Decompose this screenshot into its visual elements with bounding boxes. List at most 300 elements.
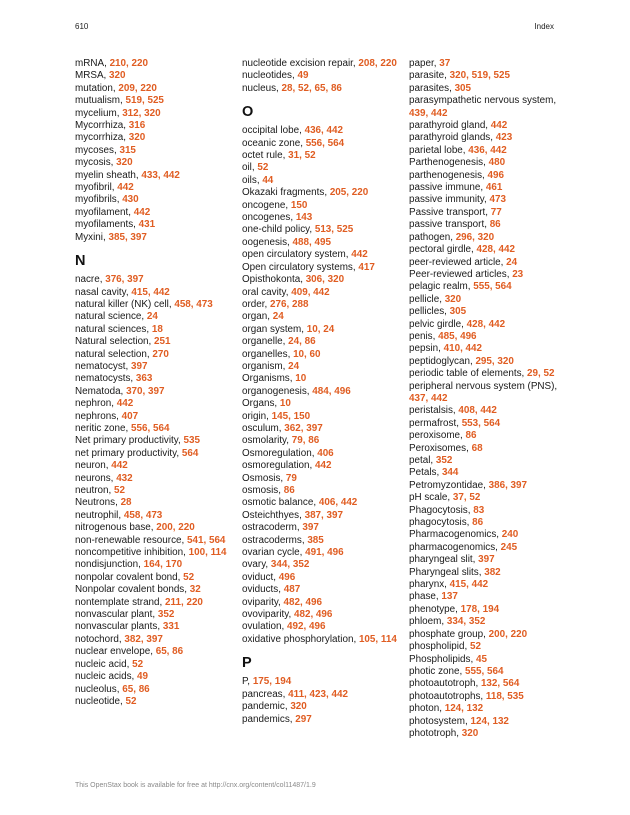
index-entry [409,405,574,417]
page-reference-link[interactable]: 150 [290,199,308,211]
page-reference-link[interactable]: 433, 442 [141,169,180,181]
index-term: nephron, [75,398,117,410]
page-reference-link[interactable]: 24 [272,311,284,323]
index-entry [409,70,574,82]
index-term: Petromyzontidae, [409,479,489,491]
index-entry [75,311,240,323]
page-reference-link[interactable]: 473 [489,194,506,206]
index-term: passive transport, [409,219,490,231]
index-term: neritic zone, [75,422,131,434]
page-reference-link[interactable]: 556, 564 [131,422,170,434]
page-reference-link[interactable]: 24 [506,256,518,268]
index-entry [409,703,574,715]
index-entry [409,418,574,430]
index-term: ostracoderm, [242,522,303,534]
page-reference-link[interactable]: 386, 397 [488,479,528,491]
page-reference-link[interactable]: 10, 60 [293,348,321,360]
index-term: nasal cavity, [75,286,132,298]
page-reference-link[interactable]: 442 [133,206,151,218]
index-term: osmosis, [242,485,284,496]
page-reference-link[interactable]: 105, 114 [358,633,397,645]
page-reference-link[interactable]: 65, 86 [155,646,184,658]
index-entry [75,448,240,460]
index-term: parathyroid glands, [409,132,496,144]
page-reference-link[interactable]: 29, 52 [527,368,555,380]
page-reference-link[interactable]: 205, 220 [329,187,369,199]
index-entry [75,386,240,398]
page-reference-link[interactable]: 305 [454,82,472,94]
index-entry [242,559,407,571]
page-reference-link[interactable]: 28, 52, 65, 86 [281,82,342,94]
page-reference-link[interactable]: 432 [116,472,133,484]
running-title: Index [534,22,554,31]
page-reference-link[interactable]: 24, 86 [288,336,316,348]
index-entry [242,175,407,187]
page-reference-link[interactable]: 397 [478,554,495,566]
page-reference-link[interactable]: 553, 564 [461,417,501,429]
page-reference-link[interactable]: 37, 52 [452,492,481,504]
index-term: oil, [242,162,258,174]
page-reference-link[interactable]: 415, 442 [449,579,489,591]
index-term: oogenesis, [242,236,293,248]
page-reference-link[interactable]: 124, 132 [444,703,484,715]
page-reference-link[interactable]: 442 [490,120,508,132]
page-reference-link[interactable]: 363 [135,373,153,385]
page-reference-link[interactable]: 305 [449,306,467,318]
page-reference-link[interactable]: 49 [137,671,149,683]
page-reference-link[interactable]: 519, 525 [125,95,164,107]
page-reference-link[interactable]: 86 [489,219,501,231]
index-term: nacre, [75,274,106,286]
index-entry [409,467,574,479]
page-reference-link[interactable]: 100, 114 [188,547,227,559]
page-reference-link[interactable]: 431 [138,219,156,231]
index-entry [409,145,574,157]
index-term: permafrost, [409,417,462,429]
index-term: peripheral nervous system (PNS), [409,380,558,392]
index-term: Peroxisomes, [409,442,472,454]
page-reference-link[interactable]: 513, 525 [314,224,354,236]
page-reference-link[interactable]: 24 [288,360,300,372]
page-reference-link[interactable]: 376, 397 [105,274,144,286]
index-entry [409,443,574,455]
index-term: photic zone, [409,665,465,677]
index-entry [242,460,407,472]
page-reference-link[interactable]: 488, 495 [292,236,331,248]
page-reference-link[interactable]: 52 [113,485,125,496]
index-term: Organs, [242,398,280,410]
page-reference-link[interactable]: 461 [485,182,503,194]
page-reference-link[interactable]: 482, 496 [293,609,333,621]
index-term: organelle, [242,336,289,348]
page-reference-link[interactable]: 410, 442 [443,343,483,355]
index-term: oncogene, [242,199,291,211]
page-reference-link[interactable]: 276, 288 [270,298,309,310]
page-reference-link[interactable]: 385 [307,534,324,546]
index-term: nephrons, [75,410,122,422]
page-reference-link[interactable]: 45 [475,653,487,665]
page-reference-link[interactable]: 485, 496 [438,330,477,342]
page-reference-link[interactable]: 331 [162,621,180,633]
page-reference-link[interactable]: 487 [283,584,301,596]
page-reference-link[interactable]: 541, 564 [186,534,226,546]
index-term: ostracoderms, [242,534,308,546]
page-reference-link[interactable]: 428, 442 [476,244,515,256]
index-entry [409,281,574,293]
page-reference-link[interactable]: 240 [501,529,519,541]
index-term: Net primary productivity, [75,435,184,447]
index-term: myofibril, [75,182,118,194]
index-term: parietal lobe, [409,144,469,156]
index-term: Nonpolar covalent bonds, [75,584,190,596]
index-entry [75,132,240,144]
index-term: oils, [242,174,263,186]
index-entry [409,505,574,517]
index-entry [242,299,407,311]
index-term: neutrophil, [75,509,124,521]
index-term: Nematoda, [75,385,127,397]
index-entry [75,373,240,385]
page-reference-link[interactable]: 52 [132,658,144,670]
index-term: mycoses, [75,144,120,156]
index-term: phenotype, [409,603,461,615]
index-entry [242,621,407,633]
index-term: Phagocytosis, [409,504,474,516]
index-term: net primary productivity, [75,447,182,459]
page-reference-link[interactable]: 484, 496 [312,385,351,397]
page-reference-link[interactable]: 52 [125,695,137,707]
page-reference-link[interactable]: 406, 442 [318,497,358,509]
index-term: one-child policy, [242,224,315,236]
index-entry [75,194,240,206]
index-term: pathogen, [409,231,456,243]
page-reference-link[interactable]: 428, 442 [466,318,506,330]
page-reference-link[interactable]: 208, 220 [358,58,397,69]
index-entry [242,398,407,410]
page-reference-link[interactable]: 397 [130,360,148,372]
index-entry [409,269,574,281]
page-reference-link[interactable]: 306, 320 [305,274,345,286]
index-entry [242,676,407,688]
index-term: mycorrhiza, [75,132,129,144]
index-term: ovary, [242,559,271,571]
index-term: pectoral girdle, [409,244,477,256]
page-reference-link[interactable]: 352 [157,609,175,621]
page-reference-link[interactable]: 442 [111,460,128,472]
page-reference-link[interactable]: 439, 442 [409,107,448,119]
page-reference-link[interactable]: 10, 24 [306,323,335,335]
index-term: organ system, [242,323,307,335]
page-reference-link[interactable]: 68 [471,442,483,454]
index-term: pelvic girdle, [409,318,467,330]
page-reference-link[interactable]: 496 [278,571,296,583]
index-term: pancreas, [242,688,289,700]
index-entry [75,411,240,423]
page-reference-link[interactable]: 118, 535 [485,690,524,702]
index-term: neuron, [75,460,112,472]
index-term: Osmosis, [242,472,286,484]
page-reference-link[interactable]: 320 [444,293,462,305]
index-entry [75,684,240,696]
index-entry [409,319,574,331]
index-entry [409,343,574,355]
page-reference-link[interactable]: 408, 442 [458,405,497,417]
page-reference-link[interactable]: 251 [154,336,171,348]
page-reference-link[interactable]: 143 [295,212,313,224]
index-entry [75,219,240,231]
index-term: oviparity, [242,596,284,608]
index-term: parasympathetic nervous system, [409,95,557,107]
index-entry [409,58,574,70]
index-term: Mycorrhiza, [75,120,129,132]
page-reference-link[interactable]: 385, 397 [108,231,147,243]
page-reference-link[interactable]: 564 [181,447,199,459]
index-entry [75,572,240,584]
page-reference-link[interactable]: 316 [128,120,146,132]
page-reference-link[interactable]: 430 [122,194,139,206]
page-reference-link[interactable]: 344, 352 [270,559,310,571]
page-reference-link[interactable]: 492, 496 [287,621,326,633]
index-term: Myxini, [75,231,109,243]
index-entry [75,108,240,120]
page-reference-link[interactable]: 344 [441,467,459,479]
index-term: organ, [242,311,273,323]
index-entry [75,274,240,286]
index-entry [75,207,240,219]
page-reference-link[interactable]: 437, 442 [409,392,448,404]
page-reference-link[interactable]: 535 [183,435,200,447]
index-entry [242,510,407,522]
index-term: nonpolar covalent bond, [75,571,184,583]
index-entry [75,182,240,194]
page-reference-link[interactable]: 458, 473 [174,298,213,310]
index-term: Osmoregulation, [242,447,318,459]
page-reference-link[interactable]: 210, 220 [109,58,149,69]
page-reference-link[interactable]: 86 [283,485,295,496]
index-entry [409,678,574,690]
page-reference-link[interactable]: 482, 496 [283,596,322,608]
page-reference-link[interactable]: 296, 320 [455,231,495,243]
index-entry [242,287,407,299]
index-term: nucleic acid, [75,658,133,670]
page-reference-link[interactable]: 334, 352 [446,616,486,628]
index-term: paper, [409,58,440,69]
index-term: organogenesis, [242,385,313,397]
page-reference-link[interactable]: 436, 442 [468,144,507,156]
page-reference-link[interactable]: 442 [351,249,368,261]
page-reference-link[interactable]: 312, 320 [122,107,161,119]
index-entry [409,219,574,231]
page-reference-link[interactable]: 86 [472,517,484,529]
index-term: parthenogenesis, [409,169,488,181]
page-reference-link[interactable]: 200, 220 [156,522,195,534]
index-entry [75,170,240,182]
index-term: photoautotroph, [409,678,481,690]
index-term: Pharmacogenomics, [409,529,502,541]
page-reference-link[interactable]: 52 [183,571,195,583]
index-term: mRNA, [75,58,110,69]
page-reference-link[interactable]: 407 [121,410,139,422]
page-reference-link[interactable]: 436, 442 [304,125,344,137]
index-entry [409,517,574,529]
page-reference-link[interactable]: 352 [435,455,453,466]
page-reference-link[interactable]: 270 [152,348,169,360]
index-entry [242,497,407,509]
index-entry [242,70,407,82]
page-reference-link[interactable]: 200, 220 [488,628,528,640]
page-reference-link[interactable]: 86 [465,430,477,442]
page-reference-link[interactable]: 83 [473,504,485,516]
index-term: mycosis, [75,157,117,169]
page-reference-link[interactable]: 491, 496 [305,547,344,559]
index-term: parasites, [409,82,455,94]
index-term: nucleotides, [242,70,298,82]
index-entry [75,485,240,497]
index-term: Pharyngeal slits, [409,566,485,578]
index-entry [409,95,574,120]
page-reference-link[interactable]: 406 [317,447,334,459]
page-reference-link[interactable]: 77 [490,206,502,218]
index-entry [75,584,240,596]
page-reference-link[interactable]: 320, 519, 525 [449,70,511,82]
page-reference-link[interactable]: 442 [116,398,134,410]
page-reference-link[interactable]: 23 [512,268,524,280]
index-term: oxidative phosphorylation, [242,633,359,645]
page-reference-link[interactable]: 320 [290,701,307,713]
page-reference-link[interactable]: 320 [116,157,133,169]
index-term: peer-reviewed article, [409,256,507,268]
page-reference-link[interactable]: 320 [109,70,126,82]
index-entry [242,274,407,286]
index-entry [409,306,574,318]
index-entry [242,349,407,361]
index-entry [75,95,240,107]
page-reference-link[interactable]: 132, 564 [480,678,520,690]
page-reference-link[interactable]: 556, 564 [305,137,345,149]
page-reference-link[interactable]: 423 [495,132,513,144]
page-reference-link[interactable]: 442 [117,182,134,194]
index-entry [75,547,240,559]
page-reference-link[interactable]: 362, 397 [284,422,323,434]
index-entry [242,187,407,199]
index-entry [75,232,240,244]
index-entry [409,182,574,194]
page-reference-link[interactable]: 52 [469,641,481,653]
page-reference-link[interactable]: 320 [128,132,146,144]
index-term: neurons, [75,472,117,484]
page-reference-link[interactable]: 145, 150 [271,410,311,422]
page-reference-link[interactable]: 315 [119,144,136,156]
index-entry [242,448,407,460]
index-term: Open circulatory systems, [242,261,359,273]
index-term: pH scale, [409,492,453,504]
page-reference-link[interactable]: 44 [262,174,274,186]
index-entry [409,542,574,554]
page-reference-link[interactable]: 65, 86 [122,683,150,695]
index-entry [242,138,407,150]
page-reference-link[interactable]: 458, 473 [123,509,163,521]
page-reference-link[interactable]: 79, 86 [291,435,320,447]
index-term: noncompetitive inhibition, [75,547,189,559]
page-reference-link[interactable]: 417 [358,261,375,273]
index-entry [409,83,574,95]
page-reference-link[interactable]: 49 [297,70,309,82]
index-term: Natural selection, [75,336,155,348]
index-term: Neutrons, [75,497,121,509]
index-entry [242,634,407,646]
index-entry [75,460,240,472]
page-reference-link[interactable]: 382, 397 [124,633,163,645]
page-reference-link[interactable]: 79 [285,472,297,484]
page-reference-link[interactable]: 137 [441,591,458,603]
page-reference-link[interactable]: 480 [488,157,506,169]
index-entry [242,584,407,596]
index-entry [242,224,407,236]
page-header [75,22,554,34]
page-reference-link[interactable]: 175, 194 [252,676,292,688]
page-reference-link[interactable]: 124, 132 [470,715,509,727]
index-entry [409,331,574,343]
index-entry [409,529,574,541]
page-reference-link[interactable]: 245 [500,541,518,553]
page-reference-link[interactable]: 496 [487,169,504,181]
page-reference-link[interactable]: 28 [120,497,132,509]
index-entry [75,435,240,447]
page-reference-link[interactable]: 297 [295,713,312,725]
page-reference-link[interactable]: 37 [439,58,451,69]
index-term: osculum, [242,422,285,434]
page-reference-link[interactable]: 382 [484,566,501,578]
index-term: Peer-reviewed articles, [409,268,513,280]
page-reference-link[interactable]: 10 [295,373,307,385]
page-reference-link[interactable]: 411, 423, 442 [288,688,348,700]
index-term: pepsin, [409,343,444,355]
page-reference-link[interactable]: 555, 564 [465,665,504,677]
page-reference-link[interactable]: 211, 220 [165,596,203,608]
page-reference-link[interactable]: 31, 52 [288,150,316,162]
index-term: mycelium, [75,107,123,119]
footer-note: This OpenStax book is available for free at http://cnx.org/content/col11487/1.9 [75,782,316,789]
index-entry [75,423,240,435]
index-term: natural sciences, [75,323,152,335]
page-reference-link[interactable]: 370, 397 [126,385,165,397]
page-reference-link[interactable]: 320 [461,727,479,739]
index-entry [409,294,574,306]
page-reference-link[interactable]: 18 [151,323,163,335]
page-reference-link[interactable]: 209, 220 [118,82,157,94]
page-reference-link[interactable]: 32 [189,584,201,596]
index-entry [409,604,574,616]
index-term: origin, [242,410,272,422]
page-reference-link[interactable]: 164, 170 [143,559,183,571]
page-reference-link[interactable]: 10 [279,398,291,410]
index-term: ovoviparity, [242,609,294,621]
page-reference-link[interactable]: 415, 442 [131,286,170,298]
index-entry [75,671,240,683]
index-entry [75,609,240,621]
page-reference-link[interactable]: 387, 397 [304,509,344,521]
page-reference-link[interactable]: 397 [302,522,319,534]
page-reference-link[interactable]: 409, 442 [291,286,330,298]
page-reference-link[interactable]: 295, 320 [475,355,514,367]
page-reference-link[interactable]: 555, 564 [473,281,512,293]
page-reference-link[interactable]: 24 [146,311,158,323]
page-reference-link[interactable]: 442 [315,460,332,472]
page-reference-link[interactable]: 52 [257,162,269,174]
page-reference-link[interactable]: 178, 194 [460,603,500,615]
index-entry [75,646,240,658]
index-term: nucleolus, [75,683,123,695]
